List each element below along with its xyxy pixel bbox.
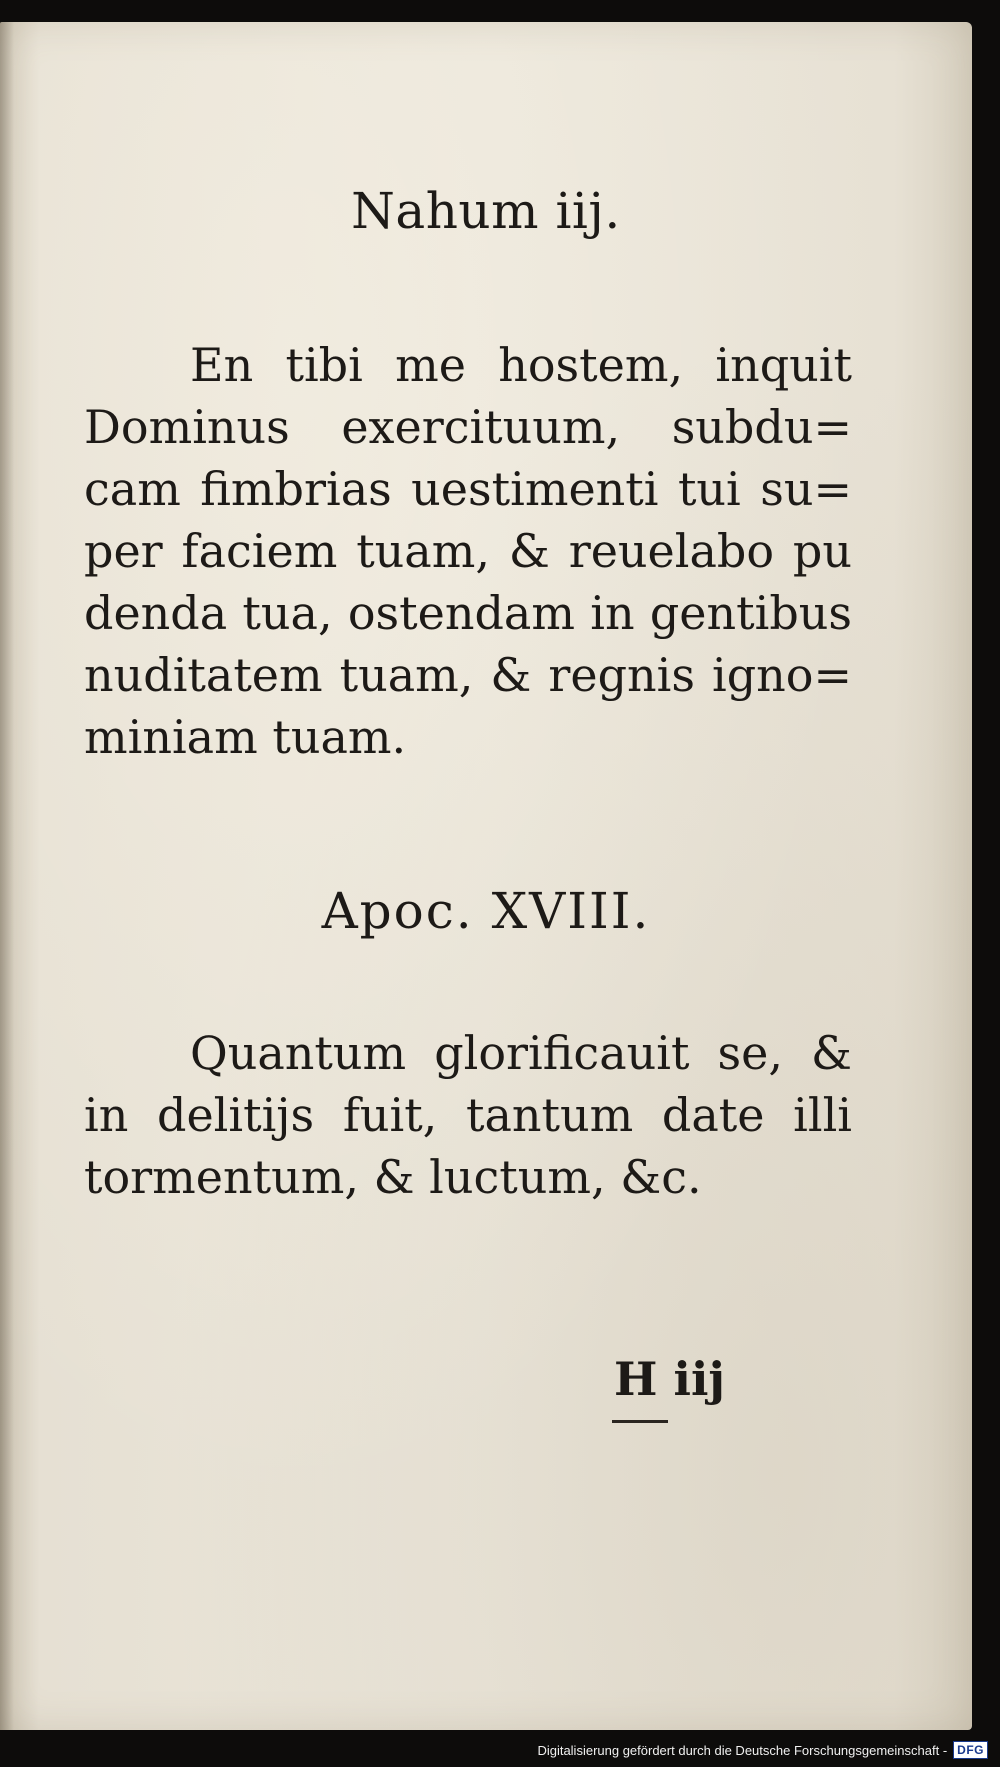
text-line: nuditatem tuam, & regnis igno= (84, 648, 852, 702)
text-line: Dominus exercituum, subdu= (84, 400, 852, 454)
text-line: cam fimbrias uestimenti tui su= (84, 462, 852, 516)
credit-text: Digitalisierung gefördert durch die Deutsche Forschungsgemeinschaft - (537, 1742, 948, 1758)
text-line: En tibi me hostem, inquit (190, 338, 852, 392)
text-line: per faciem tuam, & reuelabo pu (84, 524, 852, 578)
text-line: denda tua, ostendam in gentibus (84, 586, 852, 640)
text-line: miniam tuam. (84, 710, 407, 764)
book-page (0, 22, 972, 1730)
text-line: tormentum, & luctum, &c. (84, 1150, 702, 1204)
text-line: in delitijs fuit, tantum date illi (84, 1088, 852, 1142)
digitization-credit (537, 1737, 988, 1763)
signature-underline (612, 1420, 668, 1423)
section-heading-apocalypse: Apoc. XVIII. (321, 882, 651, 940)
signature-mark: H iij (614, 1352, 726, 1406)
paragraph-nahum (84, 334, 852, 768)
dfg-logo: DFG (953, 1741, 988, 1759)
text-line: Quantum glorificauit se, & (190, 1026, 852, 1080)
section-heading-nahum: Nahum iij. (351, 182, 621, 240)
paragraph-apocalypse (84, 1022, 852, 1208)
spine-shadow (0, 22, 14, 1730)
